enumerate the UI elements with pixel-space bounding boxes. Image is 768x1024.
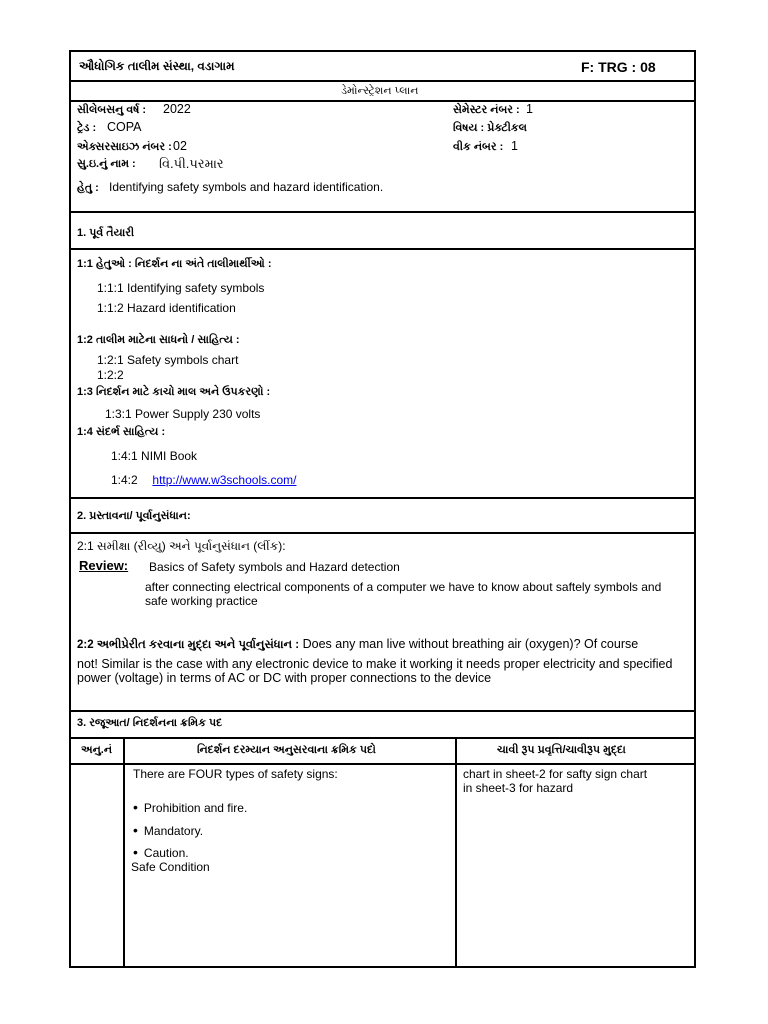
subject-label: વિષય : પ્રેક્ટીકલ — [453, 122, 527, 134]
col-steps-header: નિદર્શન દરમ્યાન અનુસરવાના ક્રમિક પદો — [197, 744, 376, 756]
divider — [71, 532, 694, 534]
instructor-name: વિ.પી.પરમાર — [159, 156, 224, 171]
week-number: 1 — [511, 139, 518, 153]
s112: 1:1:2 Hazard identification — [97, 301, 236, 315]
divider — [71, 80, 694, 82]
plan-title: ડેમોન્સ્ટ્રેશન પ્લાન — [341, 85, 419, 97]
divider — [71, 211, 694, 213]
divider — [71, 248, 694, 250]
divider — [71, 737, 694, 739]
column-divider — [455, 737, 457, 968]
s131: 1:3:1 Power Supply 230 volts — [105, 407, 261, 421]
trade-label: ટ્રેડ : — [77, 122, 97, 134]
s14-label: 1:4 સંદર્ભ સાહિત્ય : — [77, 426, 166, 438]
week-label: વીક નંબર : — [453, 141, 504, 153]
key-point-2: in sheet-3 for hazard — [463, 781, 574, 795]
demonstration-plan-form — [69, 50, 696, 968]
divider — [71, 763, 694, 765]
s22-text-line1: Does any man live without breathing air (oxygen)? Of course — [302, 637, 639, 651]
s22-label: 2:2 અભીપ્રેરીત કરવાના મુદ્દા અને પૂર્વાનુસંધાન : — [77, 639, 300, 651]
divider — [71, 497, 694, 499]
divider — [71, 710, 694, 712]
bullet-item: • Mandatory. — [133, 822, 203, 838]
s22-text-rest: not! Similar is the case with any electronic device to make it working it needs proper electricity and specified power (voltage) in terms of AC or DC with proper connections to the device — [77, 657, 673, 685]
institute-name: ઔધોગિક તાલીમ સંસ્થા, વડાગામ — [79, 59, 235, 73]
aim-label: હેતુ : — [77, 182, 99, 194]
s12-label: 1:2 તાલીમ માટેના સાધનો / સાહિત્ય : — [77, 334, 240, 346]
section3-title: 3. રજૂઆત/ નિદર્શનના ક્રમિક પદ — [77, 717, 223, 729]
instructor-label: સુ.ઇ.નું નામ : — [77, 158, 136, 170]
s22-line1 — [77, 637, 638, 652]
exercise-number: 02 — [173, 139, 187, 153]
trade: COPA — [107, 120, 142, 134]
form-code: F: TRG : 08 — [581, 59, 656, 75]
col-key-points-header: ચાવી રૂપ પ્રવૃત્તિ/ચાવીરૂપ મુદ્દા — [497, 744, 626, 756]
bullet-item: • Caution. — [133, 844, 189, 860]
w3schools-link[interactable]: http://www.w3schools.com/ — [152, 473, 297, 487]
syllabus-year: 2022 — [163, 102, 191, 116]
s141: 1:4:1 NIMI Book — [111, 449, 198, 463]
syllabus-year-label: સીલેબસનુ વર્ષ : — [77, 104, 147, 116]
safe-condition: Safe Condition — [131, 860, 210, 874]
aim-text: Identifying safety symbols and hazard identification. — [109, 180, 384, 194]
s13-label: 1:3 નિદર્શન માટે કાચો માલ અને ઉપકરણો : — [77, 386, 271, 398]
key-point-1: chart in sheet-2 for safty sign chart — [463, 767, 648, 781]
s122: 1:2:2 — [97, 368, 124, 382]
s111: 1:1:1 Identifying safety symbols — [97, 281, 265, 295]
s142-prefix: 1:4:2 — [111, 473, 138, 487]
semester-label: સેમેસ્ટર નંબર : — [453, 104, 520, 116]
s11-label: 1:1 હેતુઓ : નિદર્શન ના અંતે તાલીમાર્થીઓ : — [77, 258, 272, 270]
bullet-item: • Prohibition and fire. — [133, 799, 247, 815]
review-text: Basics of Safety symbols and Hazard detection — [149, 560, 400, 574]
s121: 1:2:1 Safety symbols chart — [97, 353, 239, 367]
s21-label: 2:1 સમીક્ષા (રીવ્યુ) અને પૂર્વાનુસંધાન (લીંક): — [77, 539, 286, 553]
column-divider — [123, 737, 125, 968]
review-label: Review: — [79, 558, 129, 573]
review-detail: after connecting electrical components of a computer we have to know about saftely symbols and safe working practice — [145, 580, 662, 608]
semester: 1 — [526, 102, 533, 116]
safety-signs-intro: There are FOUR types of safety signs: — [133, 767, 338, 781]
section1-title: 1. પૂર્વ તૈયારી — [77, 227, 135, 239]
s142 — [111, 473, 296, 487]
exercise-label: એક્સરસાઇઝ નંબર : — [77, 141, 172, 153]
col-serial-header: અનુ.નં — [81, 744, 113, 756]
section2-title: 2. પ્રસ્તાવના/ પૂર્વાનુસંધાન: — [77, 510, 191, 522]
